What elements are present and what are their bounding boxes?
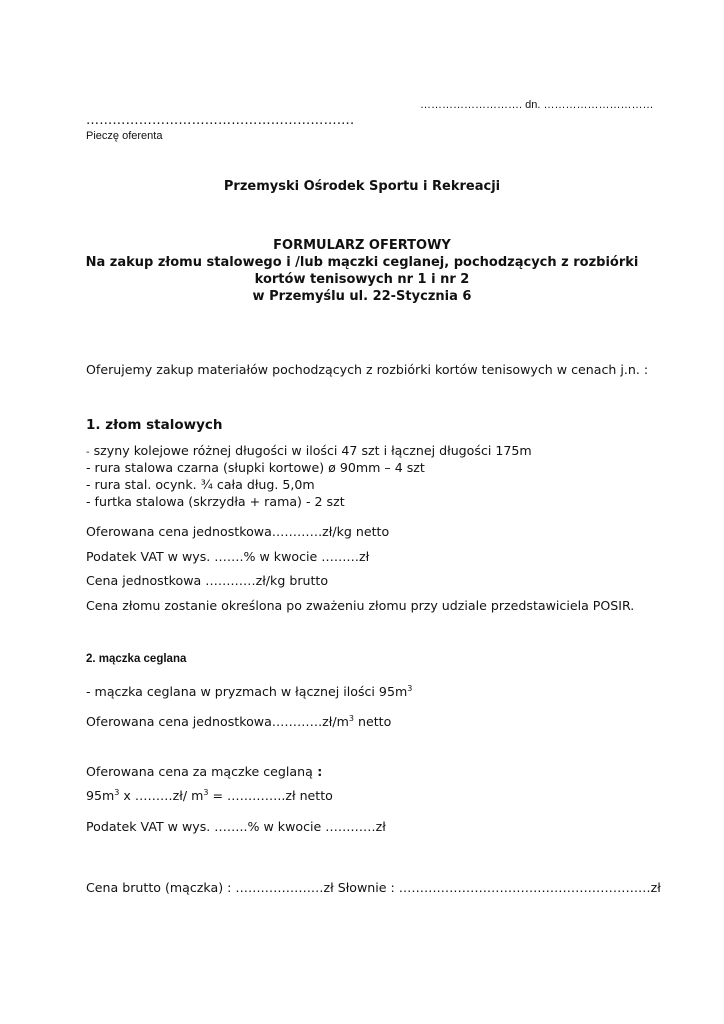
item-text: szyny kolejowe różnej długości w ilości 47 szt i łącznej długości 175m (93, 443, 532, 458)
stamp-dots: ……………………………………………………. (86, 113, 355, 128)
offer-colon: : (312, 764, 323, 779)
section2-gross: Cena brutto (mączka) : …………………zł Słownie : ……………………………………………………zł (86, 880, 661, 895)
superscript: 3 (407, 683, 413, 693)
section2-heading: 2. mączka ceglana (86, 653, 187, 665)
date-line: ………………………. dn. ………………………… (420, 99, 654, 111)
section1-heading: 1. złom stalowych (86, 417, 223, 433)
section1-price-net: Oferowana cena jednostkowa…………zł/kg netto (86, 524, 390, 539)
section2-offer-label (86, 763, 322, 780)
price-suffix: netto (353, 714, 392, 729)
stamp-label: Pieczę oferenta (86, 130, 163, 142)
superscript: 3 (348, 713, 354, 723)
calc-qty: 95m (86, 788, 115, 803)
calc-unit: x ………zł/ m (119, 788, 204, 803)
section2-calculation (86, 787, 333, 804)
superscript: 3 (114, 787, 120, 797)
section1-item: - furtka stalowa (skrzydła + rama) - 2 szt (86, 494, 345, 509)
section1-note: Cena złomu zostanie określona po zważeniu złomu przy udziale przedstawiciela POSIR. (86, 598, 635, 613)
section1-item: - rura stal. ocynk. ¾ cała dług. 5,0m (86, 477, 315, 492)
section2-vat: Podatek VAT w wys. ……..% w kwocie …………zł (86, 819, 386, 834)
item-dash: - (86, 447, 90, 458)
form-subtitle-line2: kortów tenisowych nr 1 i nr 2 (254, 272, 470, 287)
item-text: - mączka ceglana w pryzmach w łącznej ilości 95m (86, 684, 408, 699)
section1-vat: Podatek VAT w wys. …….% w kwocie ………zł (86, 549, 370, 564)
organization-name: Przemyski Ośrodek Sportu i Rekreacji (223, 179, 501, 194)
section1-item: - rura stalowa czarna (słupki kortowe) ø 90mm – 4 szt (86, 460, 425, 475)
section1-price-gross: Cena jednostkowa …………zł/kg brutto (86, 573, 329, 588)
offer-text: Oferowana cena za mączke ceglaną (86, 764, 313, 779)
section2-price-net (86, 713, 391, 730)
form-subtitle-line3: w Przemyślu ul. 22-Stycznia 6 (252, 289, 472, 304)
form-subtitle-line1: Na zakup złomu stalowego i /lub mączki ceglanej, pochodzących z rozbiórki (85, 255, 639, 270)
intro-text: Oferujemy zakup materiałów pochodzących z rozbiórki kortów tenisowych w cenach j.n. : (86, 362, 649, 377)
section2-item (86, 683, 412, 700)
form-title: FORMULARZ OFERTOWY (273, 238, 451, 253)
calc-result: = …………..zł netto (208, 788, 333, 803)
superscript: 3 (203, 787, 209, 797)
price-text: Oferowana cena jednostkowa…………zł/m (86, 714, 349, 729)
